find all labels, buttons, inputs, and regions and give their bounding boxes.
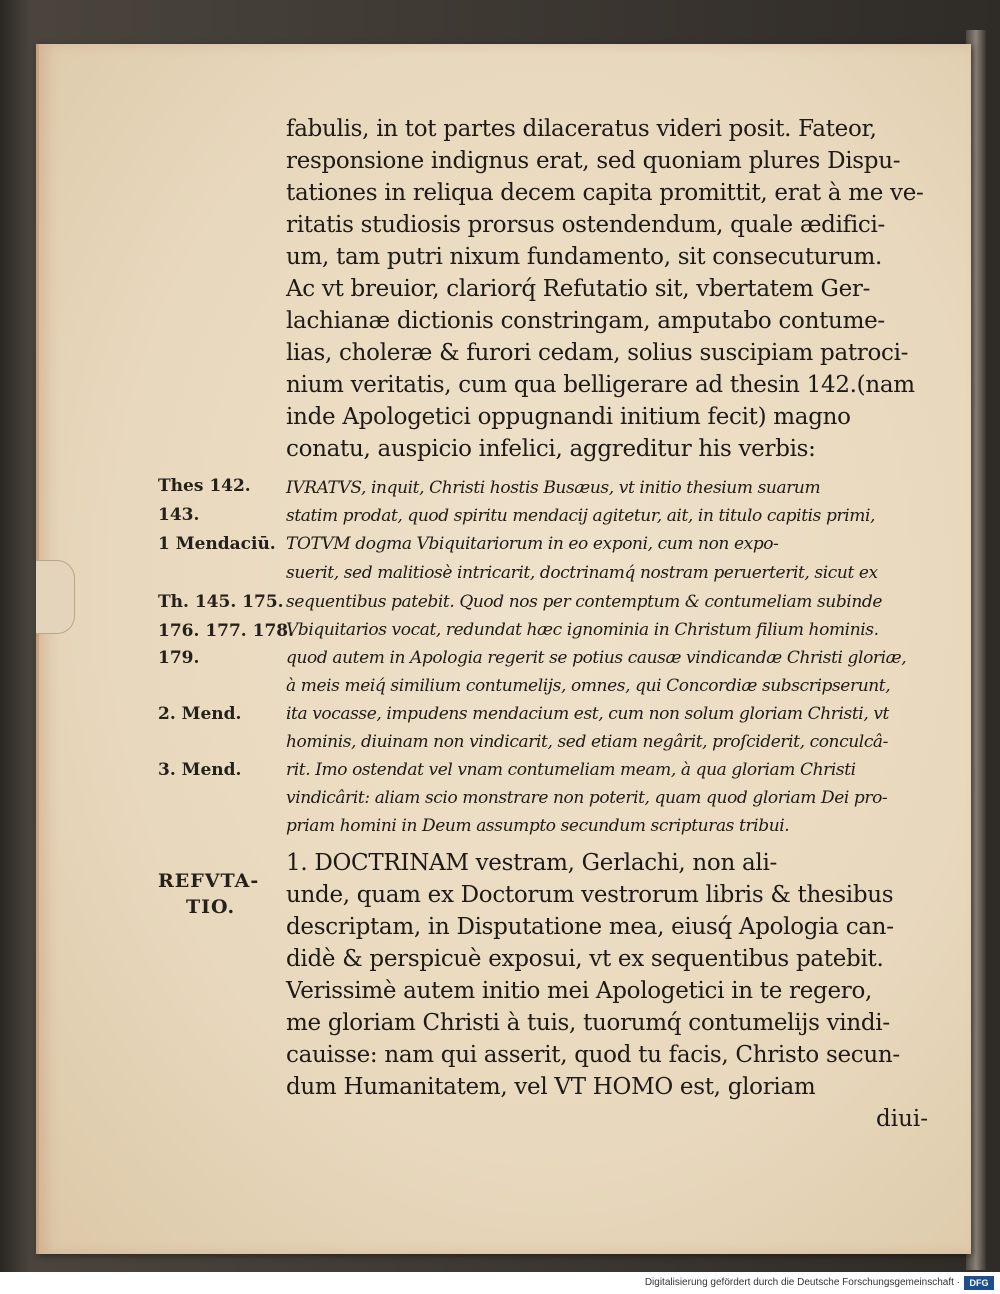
quote-line: Vbiquitarios vocat, redundat hæc ignominia in Christum filium hominis. — [286, 620, 879, 640]
margin-note: Th. 145. 175. — [158, 592, 284, 612]
body-line: me gloriam Christi à tuis, tuorumq́ contumelijs vindi- — [286, 1010, 890, 1036]
quote-line: ita vocasse, impudens mendacium est, cum non solum gloriam Christi, vt — [286, 704, 889, 724]
catchword: diui- — [876, 1106, 929, 1132]
body-line: ritatis studiosis prorsus ostendendum, quale ædifici- — [286, 212, 886, 238]
body-line: conatu, auspicio infelici, aggreditur his verbis: — [286, 436, 816, 462]
body-line: dum Humanitatem, vel VT HOMO est, gloriam — [286, 1074, 816, 1100]
margin-note: 179. — [158, 648, 200, 668]
quote-line: priam homini in Deum assumpto secundum scripturas tribui. — [286, 816, 790, 836]
quote-line: sequentibus patebit. Quod nos per contemptum & contumeliam subinde — [286, 592, 883, 612]
body-line: cauisse: nam qui asserit, quod tu facis, Christo secun- — [286, 1042, 900, 1068]
quote-line: quod autem in Apologia regerit se potius causæ vindicandæ Christi gloriæ, — [286, 648, 907, 668]
margin-note: 143. — [158, 505, 200, 525]
body-line: lachianæ dictionis constringam, amputabo contume- — [286, 308, 885, 334]
refutatio-label: REFVTA- — [158, 870, 260, 892]
margin-note: 1 Mendaciū. — [158, 534, 276, 554]
body-line: Verissimè autem initio mei Apologetici in te regero, — [286, 978, 873, 1004]
body-line: unde, quam ex Doctorum vestrorum libris & thesibus — [286, 882, 894, 908]
body-line: nium veritatis, cum qua belligerare ad thesin 142.(nam — [286, 372, 915, 398]
quote-line: statim prodat, quod spiritu mendacij agitetur, ait, in titulo capitis primi, — [286, 506, 876, 526]
quote-line: vindicârit: aliam scio monstrare non poterit, quam quod gloriam Dei pro- — [286, 788, 888, 808]
body-line: Ac vt breuior, clariorq́ Refutatio sit, vbertatem Ger- — [286, 276, 871, 302]
refutatio-label: TIO. — [186, 896, 236, 918]
margin-note: 2. Mend. — [158, 704, 242, 724]
body-line: inde Apologetici oppugnandi initium fecit) magno — [286, 404, 851, 430]
page-tab — [36, 560, 75, 634]
body-line: 1. DOCTRINAM vestram, Gerlachi, non ali- — [286, 850, 777, 876]
body-line: fabulis, in tot partes dilaceratus videri posit. Fateor, — [286, 116, 877, 142]
dfg-logo: DFG — [964, 1276, 994, 1290]
body-line: descriptam, in Disputatione mea, eiusq́ Apologia can- — [286, 914, 894, 940]
body-line: um, tam putri nixum fundamento, sit consecuturum. — [286, 244, 883, 270]
quote-line: suerit, sed malitiosè intricarit, doctrinamq́ nostram peruerterit, sicut ex — [286, 563, 878, 583]
footer-credit: Digitalisierung gefördert durch die Deutsche Forschungsgemeinschaft · — [644, 1277, 960, 1288]
body-line: responsione indignus erat, sed quoniam plures Dispu- — [286, 148, 901, 174]
quote-line: à meis meiq́ similium contumelijs, omnes, qui Concordiæ subscripserunt, — [286, 676, 891, 696]
margin-note: 176. 177. 178. — [158, 621, 295, 641]
quote-line: IVRATVS, inquit, Christi hostis Busæus, vt initio thesium suarum — [286, 478, 821, 498]
quote-line: rit. Imo ostendat vel vnam contumeliam meam, à qua gloriam Christi — [286, 760, 856, 780]
body-line: tationes in reliqua decem capita promittit, erat à me ve- — [286, 180, 924, 206]
footer-bar — [0, 1272, 1000, 1294]
quote-line: hominis, diuinam non vindicarit, sed etiam negârit, proſciderit, conculcâ- — [286, 732, 889, 752]
margin-note: Thes 142. — [158, 476, 251, 496]
body-line: lias, choleræ & furori cedam, solius suscipiam patroci- — [286, 340, 909, 366]
quote-line: TOTVM dogma Vbiquitariorum in eo exponi, cum non expo- — [286, 534, 779, 554]
body-line: didè & perspicuè exposui, vt ex sequentibus patebit. — [286, 946, 884, 972]
margin-note: 3. Mend. — [158, 760, 242, 780]
